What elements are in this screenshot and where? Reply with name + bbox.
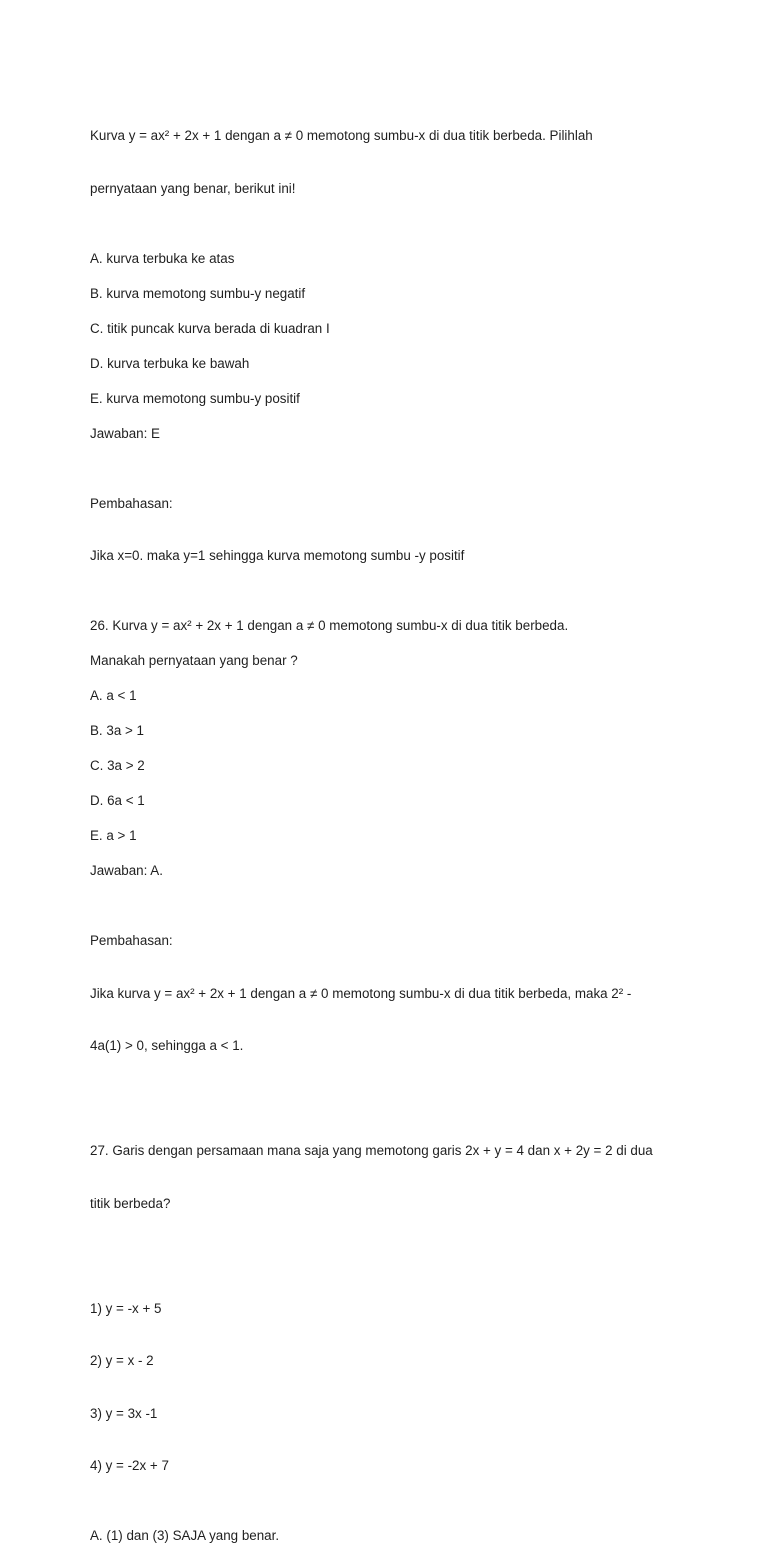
discussion-text: Jika x=0. maka y=1 sehingga kurva memotong sumbu -y positif [90,548,465,563]
answer: Jawaban: A. [90,863,163,878]
question-stem-line: titik berbeda? [90,1195,171,1211]
discussion-label: Pembahasan: [90,495,173,511]
option-e: E. a > 1 [90,828,137,843]
question-26-prompt: Manakah pernyataan yang benar ? [90,653,298,668]
option-a: A. kurva terbuka ke atas [90,250,235,266]
option-b: B. 3a > 1 [90,723,144,738]
question-stem-line: Kurva y = ax² + 2x + 1 dengan a ≠ 0 memotong sumbu-x di dua titik berbeda. Pilihlah [90,128,593,143]
discussion-text: Jika kurva y = ax² + 2x + 1 dengan a ≠ 0 memotong sumbu-x di dua titik berbeda, maka 2² - [90,985,632,1001]
discussion [90,460,690,600]
question-stem-line: pernyataan yang benar, berikut ini! [90,180,296,196]
question-27-stem [90,1107,690,1247]
question-stem-line: 27. Garis dengan persamaan mana saja yang memotong garis 2x + y = 4 dan x + 2y = 2 di dua [90,1143,653,1158]
option-d: D. kurva terbuka ke bawah [90,355,250,371]
discussion-text: 4a(1) > 0, sehingga a < 1. [90,1038,244,1053]
discussion [90,897,690,1090]
option-a: A. (1) dan (3) SAJA yang benar. [90,1528,280,1543]
statement-item: 1) y = -x + 5 [90,1300,162,1316]
document-page [90,92,690,1562]
option-b: B. kurva memotong sumbu-y negatif [90,285,306,301]
statement-list [90,1265,690,1510]
statement-item: 3) y = 3x -1 [90,1405,158,1421]
question-26-stem: 26. Kurva y = ax² + 2x + 1 dengan a ≠ 0 memotong sumbu-x di dua titik berbeda. [90,618,569,633]
option-e: E. kurva memotong sumbu-y positif [90,390,300,406]
option-c: C. 3a > 2 [90,758,145,773]
option-a: A. a < 1 [90,688,137,703]
question-25-stem [90,92,690,232]
statement-item: 2) y = x - 2 [90,1353,154,1368]
option-c: C. titik puncak kurva berada di kuadran I [90,320,330,336]
answer: Jawaban: E [90,425,160,441]
option-d: D. 6a < 1 [90,793,145,808]
statement-item: 4) y = -2x + 7 [90,1458,169,1473]
discussion-label: Pembahasan: [90,933,173,948]
